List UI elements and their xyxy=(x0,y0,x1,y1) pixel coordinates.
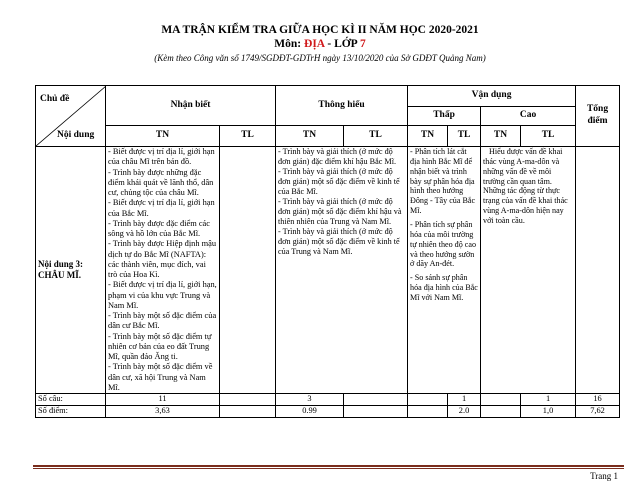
header-cao: Cao xyxy=(481,107,576,126)
header-corner-cell xyxy=(36,86,106,147)
so-diem-thap-tl: 2.0 xyxy=(448,406,481,418)
so-cau-label: Số câu: xyxy=(36,394,106,406)
footer-rule-thick xyxy=(33,465,624,467)
nb-tl-empty-cell xyxy=(220,147,276,394)
th-item: - Trình bày và giải thích (ở mức độ đơn giản) một số đặc điểm khí hậu và thiên nhiên của Trung và Nam Mĩ. xyxy=(278,197,402,226)
footer-rule-thin xyxy=(33,468,624,469)
nhan-biet-content xyxy=(106,147,220,394)
so-diem-label: Số điểm: xyxy=(36,406,106,418)
nb-item: - Biết được vị trí địa lí, giới hạn của Bắc Mĩ. xyxy=(108,198,215,218)
th-item: - Trình bày và giải thích (ở mức độ đơn giản) một số đặc điểm về kinh tế của Trung và Nam Mĩ. xyxy=(278,227,400,256)
reference-note: (Kèm theo Công văn số 1749/SGDĐT-GDTrH ngày 13/10/2020 của Sở GDĐT Quảng Nam) xyxy=(154,53,486,63)
tong-empty-cell xyxy=(576,147,620,394)
header-nhan-biet: Nhận biết xyxy=(106,86,276,126)
so-diem-nb-tl xyxy=(220,406,276,418)
header-cao-tn: TN xyxy=(481,126,521,147)
grade-label: LỚP xyxy=(334,38,360,50)
header-thap-tl: TL xyxy=(448,126,481,147)
thap-item: - Phân tích sự phân hóa của môi trường tự nhiên theo độ cao và theo hướng sườn ở dãy An-đét. xyxy=(410,220,477,269)
subject-sep: - xyxy=(324,38,335,50)
so-cau-th-tl xyxy=(344,394,408,406)
thap-item: - So sánh sự phân hóa địa hình của Bắc Mĩ với Nam Mĩ. xyxy=(410,273,478,303)
document-title: MA TRẬN KIỂM TRA GIỮA HỌC KÌ II NĂM HỌC 2020-2021 xyxy=(161,24,479,36)
so-diem-thap-tn xyxy=(408,406,448,418)
thap-item: - Phân tích lát cắt địa hình Bắc Mĩ để nhận biết và trình bày sự phân hóa địa hình theo hướng Đông - Tây của Bắc Mĩ. xyxy=(410,147,476,216)
th-item: - Trình bày và giải thích (ở mức độ đơn giản) một số đặc điểm về kinh tế của Bắc Mĩ. xyxy=(278,167,400,196)
header-nb-tl: TL xyxy=(220,126,276,147)
nb-item: - Biết được vị trí địa lí, giới hạn, phạm vi của khu vực Trung và Nam Mĩ. xyxy=(108,280,217,310)
header-thong-hieu: Thông hiểu xyxy=(276,86,408,126)
header-thap: Thấp xyxy=(408,107,481,126)
so-cau-th-tn: 3 xyxy=(276,394,344,406)
so-cau-thap-tl: 1 xyxy=(448,394,481,406)
so-diem-th-tl xyxy=(344,406,408,418)
nb-item: - Biết được vị trí địa lí, giới hạn của châu Mĩ trên bản đồ. xyxy=(108,147,215,167)
cao-text: Hiểu được vấn đề khai thác vùng A-ma-dôn và những vấn đề về môi trường cần quan tâm. Những tác động từ thực trạng của vấn đề khai thác vùng A-ma-dôn hiện nay với toàn cầu. xyxy=(483,147,568,226)
header-th-tl: TL xyxy=(344,126,408,147)
nb-item: - Trình bày một số đặc điểm tự nhiên cơ bản của eo đất Trung Mĩ, quần đảo Ăng ti. xyxy=(108,331,212,361)
header-cao-tl: TL xyxy=(521,126,576,147)
header-nb-tn: TN xyxy=(106,126,220,147)
so-cau-nb-tn: 11 xyxy=(106,394,220,406)
so-diem-cao-tn xyxy=(481,406,521,418)
so-diem-th-tn: 0.99 xyxy=(276,406,344,418)
so-cau-thap-tn xyxy=(408,394,448,406)
so-cau-nb-tl xyxy=(220,394,276,406)
header-thap-tn: TN xyxy=(408,126,448,147)
nb-item: - Trình bày được Hiệp định mậu dịch tự do Bắc Mĩ (NAFTA): các thành viên, mục đích, vai trò của Hoa Kì. xyxy=(108,239,217,279)
subject-line xyxy=(0,38,640,50)
header-tong-diem: Tổng điểm xyxy=(576,86,620,147)
nb-item: - Trình bày được những đặc điểm khái quát về lãnh thổ, dân cư, chủng tộc của châu Mĩ. xyxy=(108,167,214,197)
so-diem-nb-tn: 3,63 xyxy=(106,406,220,418)
so-diem-cao-tl: 1,0 xyxy=(521,406,576,418)
chu-de-label: Chủ đề xyxy=(40,94,70,104)
exam-matrix-table xyxy=(35,85,620,418)
header-th-tn: TN xyxy=(276,126,344,147)
van-dung-cao-content xyxy=(481,147,576,394)
nb-item: - Trình bày được đặc điểm các sông và hồ lớn của Bắc Mĩ. xyxy=(108,218,210,238)
so-cau-cao-tl: 1 xyxy=(521,394,576,406)
topic-cell: Nội dung 3: CHÂU MĨ. xyxy=(36,147,106,394)
header-van-dung: Vận dụng xyxy=(408,86,576,107)
van-dung-thap-content xyxy=(408,147,481,394)
so-diem-tong: 7,62 xyxy=(576,406,620,418)
th-item: - Trình bày và giải thích (ở mức độ đơn giản) đặc điểm khí hậu Bắc Mĩ. xyxy=(278,147,397,166)
so-cau-cao-tn xyxy=(481,394,521,406)
thong-hieu-content xyxy=(276,147,408,394)
nb-item: - Trình bày một số đặc điểm của dân cư Bắc Mĩ. xyxy=(108,311,217,331)
subject-prefix: Môn: xyxy=(274,38,305,50)
grade-number: 7 xyxy=(359,38,366,50)
nb-item: - Trình bày một số đặc điểm về dân cư, xã hội Trung và Nam Mĩ. xyxy=(108,362,213,392)
noi-dung-label: Nội dung xyxy=(57,130,95,140)
so-cau-tong: 16 xyxy=(576,394,620,406)
subject-name: ĐỊA xyxy=(304,38,325,50)
page-number: Trang 1 xyxy=(590,471,618,481)
